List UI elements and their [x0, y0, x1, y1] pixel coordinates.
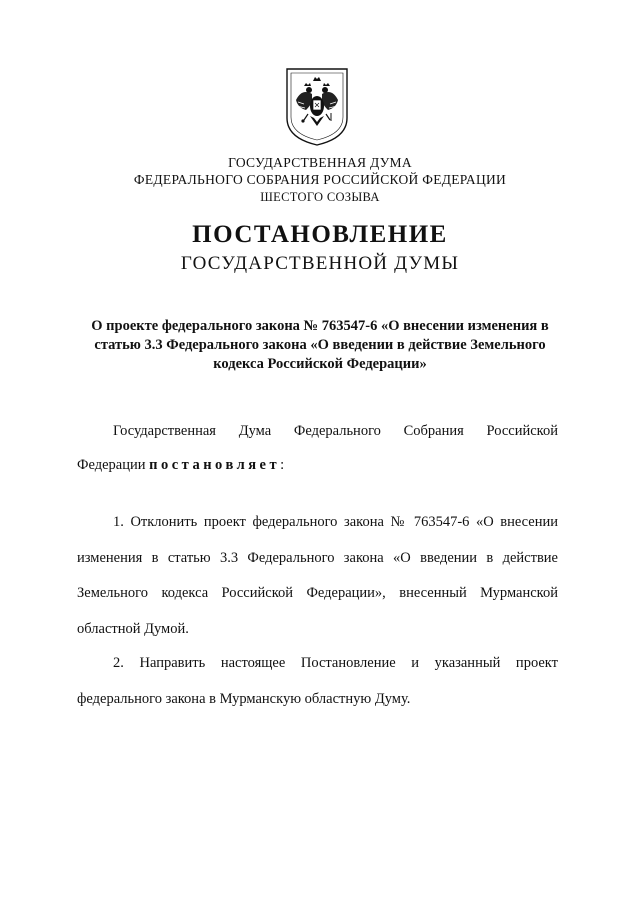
- issuer-line-duma: ГОСУДАРСТВЕННАЯ ДУМА: [228, 155, 412, 170]
- item-1-line-3: Земельного кодекса Российской Федерации», внесенный Мурманской: [77, 585, 558, 601]
- document-title: ПОСТАНОВЛЕНИЕ: [192, 221, 448, 248]
- subject-line-1: О проекте федерального закона № 763547-6 «О внесении изменения в: [91, 318, 549, 334]
- preamble-line-2: [77, 457, 558, 474]
- item-2-line-1: 2. Направить настоящее Постановление и указанный проект: [113, 655, 558, 671]
- decree-verb: постановляет: [149, 457, 281, 473]
- preamble-line-1: Государственная Дума Федерального Собрания Российской: [113, 423, 558, 439]
- subject-line-3: кодекса Российской Федерации»: [213, 356, 427, 372]
- issuer-line-federal-assembly: ФЕДЕРАЛЬНОГО СОБРАНИЯ РОССИЙСКОЙ ФЕДЕРАЦИИ: [133, 172, 507, 187]
- russian-coat-of-arms-icon: [284, 66, 350, 148]
- subject-line-2: статью 3.3 Федерального закона «О введении в действие Земельного: [94, 337, 546, 353]
- preamble-text: Федерации: [77, 457, 150, 473]
- preamble-colon: :: [280, 457, 285, 473]
- item-2-line-2: федерального закона в Мурманскую областную Думу.: [77, 691, 411, 707]
- item-1-line-2: изменения в статью 3.3 Федерального закона «О введении в действие: [77, 550, 558, 566]
- document-subtitle: ГОСУДАРСТВЕННОЙ ДУМЫ: [180, 253, 460, 274]
- item-1-line-1: 1. Отклонить проект федерального закона № 763547-6 «О внесении: [113, 514, 558, 530]
- issuer-line-convocation: ШЕСТОГО СОЗЫВА: [260, 190, 380, 204]
- item-1-line-4: областной Думой.: [77, 621, 189, 637]
